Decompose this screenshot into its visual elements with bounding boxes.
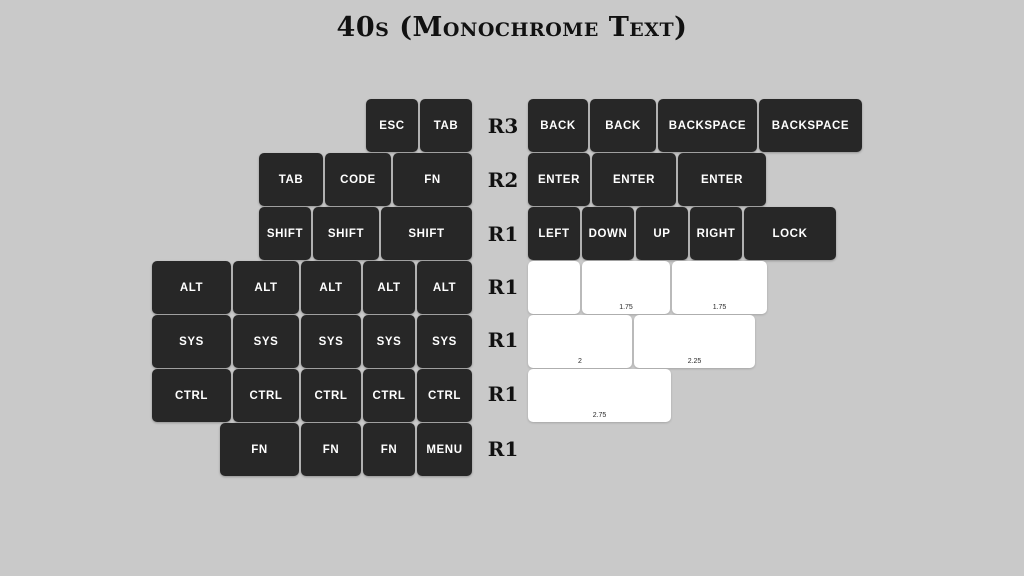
keycap[interactable] <box>233 369 299 422</box>
row-profile-label: R1 <box>487 222 519 246</box>
keycap[interactable] <box>528 207 580 260</box>
keycap-legend: TAB <box>278 173 304 186</box>
keycap-legend: ENTER <box>701 173 743 186</box>
keycap[interactable] <box>301 369 361 422</box>
row-profile-label: R1 <box>487 275 519 299</box>
keycap-legend: CTRL <box>372 389 406 402</box>
keycap-legend: SHIFT <box>266 227 304 240</box>
keycap-legend: FN <box>322 443 340 456</box>
keycap[interactable] <box>759 99 862 152</box>
keycap-legend: BACKSPACE <box>771 119 850 132</box>
keycap-legend: 1.75 <box>619 304 633 311</box>
keycap[interactable] <box>744 207 836 260</box>
keycap-legend: LEFT <box>538 227 570 240</box>
keycap[interactable] <box>417 369 472 422</box>
keycap-legend: SYS <box>318 335 344 348</box>
keycap-legend: ENTER <box>613 173 655 186</box>
keycap[interactable] <box>313 207 379 260</box>
keycap[interactable] <box>366 99 418 152</box>
page-title: 40s (Monochrome Text) <box>336 12 688 43</box>
keycap-legend: ALT <box>377 281 401 294</box>
row-profile-label: R1 <box>487 328 519 352</box>
keycap-legend: SYS <box>432 335 457 348</box>
keycap-legend: CTRL <box>314 389 348 402</box>
keycap[interactable] <box>528 369 671 422</box>
keycap[interactable] <box>301 261 361 314</box>
keycap[interactable] <box>582 261 670 314</box>
keycap[interactable] <box>634 315 755 368</box>
keycap[interactable] <box>528 261 580 314</box>
keycap-legend: ENTER <box>538 173 580 186</box>
keycap[interactable] <box>678 153 766 206</box>
keycap[interactable] <box>363 369 415 422</box>
keycap-legend: CTRL <box>174 389 209 402</box>
keycap[interactable] <box>220 423 299 476</box>
keycap[interactable] <box>417 261 472 314</box>
row-profile-label: R2 <box>487 168 519 192</box>
keycap[interactable] <box>233 261 299 314</box>
keycap-legend: SYS <box>179 335 204 348</box>
keycap-legend: CODE <box>340 173 376 186</box>
row-profile-label: R1 <box>487 382 519 406</box>
keycap-legend: DOWN <box>588 227 628 240</box>
keycap[interactable] <box>233 315 299 368</box>
keycap-legend: FN <box>380 443 398 456</box>
keycap[interactable] <box>528 315 632 368</box>
keycap-legend: ALT <box>432 281 457 294</box>
keycap[interactable] <box>690 207 742 260</box>
keycap[interactable] <box>301 315 361 368</box>
keycap-legend: BACK <box>605 119 641 132</box>
keycap-legend: ALT <box>179 281 204 294</box>
keycap-legend: UP <box>653 227 671 240</box>
keycap-legend: TAB <box>433 119 459 132</box>
row-profile-label: R3 <box>487 114 519 138</box>
keycap[interactable] <box>417 423 472 476</box>
keycap-legend: 2 <box>578 358 582 365</box>
keycap-legend: SHIFT <box>327 227 365 240</box>
keycap[interactable] <box>528 153 590 206</box>
keycap-legend: LOCK <box>772 227 808 240</box>
keycap-legend: FN <box>251 443 268 456</box>
keycap[interactable] <box>259 153 323 206</box>
keycap[interactable] <box>393 153 472 206</box>
keycap[interactable] <box>259 207 311 260</box>
keycap[interactable] <box>301 423 361 476</box>
keycap-legend: MENU <box>426 443 463 456</box>
keycap[interactable] <box>363 261 415 314</box>
keycap[interactable] <box>417 315 472 368</box>
keycap[interactable] <box>363 315 415 368</box>
keycap[interactable] <box>636 207 688 260</box>
keycap-legend: 2.25 <box>687 358 702 365</box>
keycap-legend: ESC <box>379 119 405 132</box>
keycap-legend: SYS <box>376 335 402 348</box>
keycap[interactable] <box>672 261 767 314</box>
keycap[interactable] <box>420 99 472 152</box>
keycap[interactable] <box>658 99 757 152</box>
keycap[interactable] <box>590 99 656 152</box>
keycap-legend: RIGHT <box>696 227 736 240</box>
keycap-legend: SHIFT <box>408 227 445 240</box>
keycap-legend: 2.75 <box>592 412 607 419</box>
keycap[interactable] <box>152 369 231 422</box>
keycap[interactable] <box>363 423 415 476</box>
keycap-legend: 1.75 <box>712 304 727 311</box>
keycap-legend: SYS <box>253 335 279 348</box>
keycap-legend: CTRL <box>249 389 283 402</box>
keycap[interactable] <box>381 207 472 260</box>
row-profile-label: R1 <box>487 437 519 461</box>
keycap-legend: FN <box>424 173 441 186</box>
keycap[interactable] <box>325 153 391 206</box>
keycap-legend: ALT <box>319 281 343 294</box>
keycap[interactable] <box>592 153 676 206</box>
keycap[interactable] <box>528 99 588 152</box>
keycap[interactable] <box>582 207 634 260</box>
keycap-legend: BACKSPACE <box>668 119 747 132</box>
keycap-legend: BACK <box>540 119 576 132</box>
keycap[interactable] <box>152 315 231 368</box>
keycap-legend: CTRL <box>427 389 462 402</box>
keycap[interactable] <box>152 261 231 314</box>
keycap-legend: ALT <box>254 281 278 294</box>
